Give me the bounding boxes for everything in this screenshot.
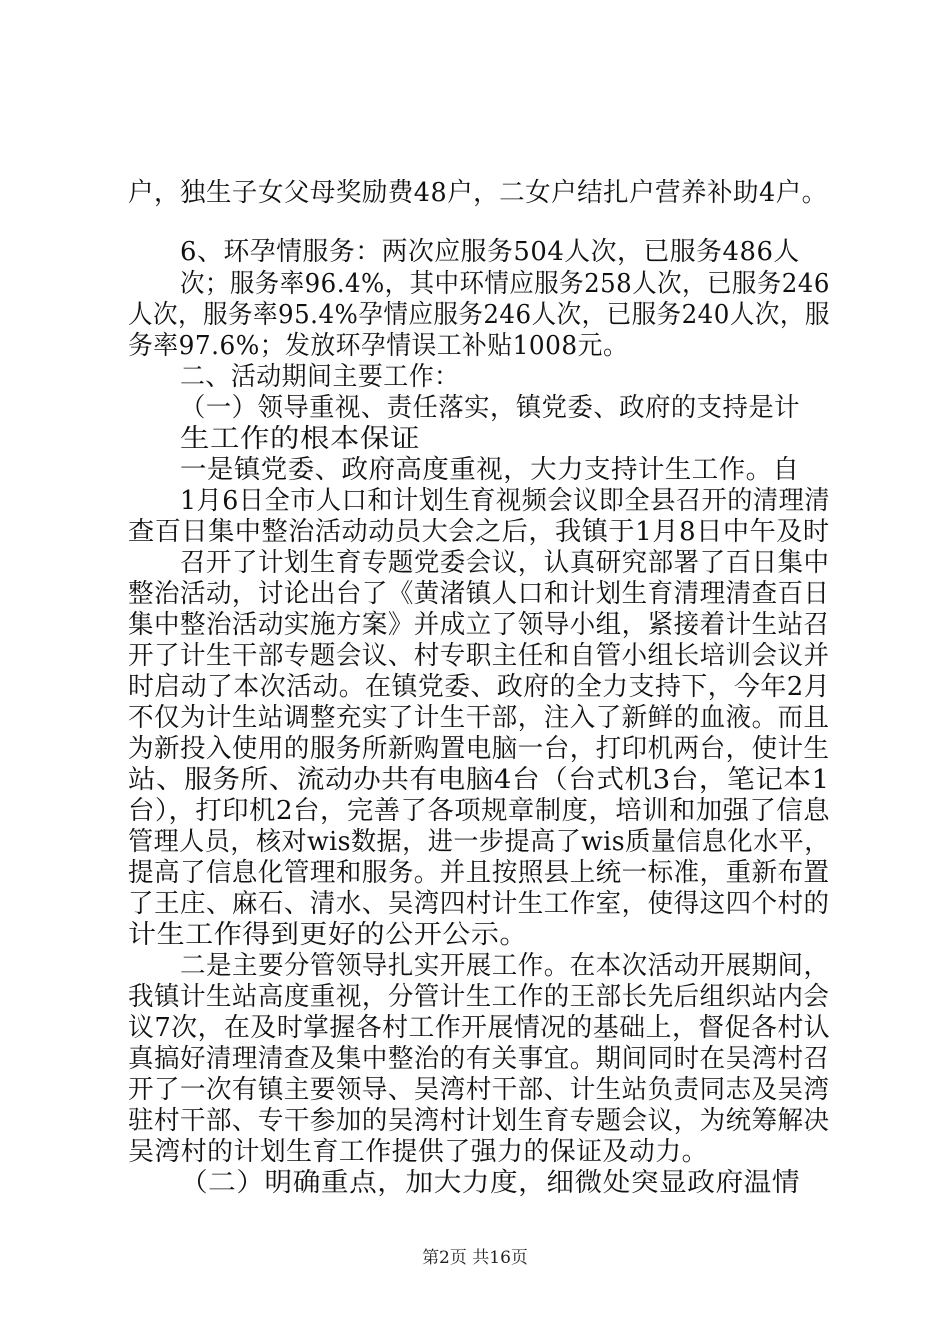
text-line: 了王庄、麻石、清水、吴湾四村计生工作室，使得这四个村的 (128, 889, 830, 919)
text-line: 驻村干部、专干参加的吴湾村计划生育专题会议，为统筹解决 (128, 1106, 830, 1136)
subsection-heading: 生工作的根本保证 (180, 424, 421, 454)
text-line: 召开了计划生育专题党委会议，认真研究部署了百日集中 (180, 548, 830, 578)
text-line: 集中整治活动实施方案》并成立了领导小组，紧接着计生站召 (128, 610, 830, 640)
text-line: 次；服务率96.4%，其中环情应服务258人次，已服务246 (180, 269, 830, 299)
text-line: 整治活动，讨论出台了《黄渚镇人口和计划生育清理清查百日 (128, 579, 830, 609)
text-line: 提高了信息化管理和服务。并且按照县上统一标准，重新布置 (128, 858, 830, 888)
text-line: 开了计生干部专题会议、村专职主任和自管小组长培训会议并 (128, 641, 830, 671)
text-line: 吴湾村的计划生育工作提供了强力的保证及动力。 (128, 1137, 709, 1167)
text-line: 我镇计生站高度重视，分管计生工作的王部长先后组织站内会 (128, 982, 830, 1012)
text-line: 管理人员，核对wis数据，进一步提高了wis质量信息化水平， (128, 827, 830, 857)
text-line: 不仅为计生站调整充实了计生干部，注入了新鲜的血液。而且 (128, 703, 830, 733)
page-footer: 第2页 共16页 (422, 1248, 528, 1268)
text-line: 务率97.6%；发放环孕情误工补贴1008元。 (128, 331, 629, 361)
text-line: 人次，服务率95.4%孕情应服务246人次，已服务240人次，服 (128, 300, 830, 330)
subsection-heading: （二）明确重点，加大力度，细微处突显政府温情 (180, 1168, 801, 1198)
text-line: 户，独生子女父母奖励费48户，二女户结扎户营养补助4户。 (128, 178, 828, 208)
text-line: 一是镇党委、政府高度重视，大力支持计生工作。自 (180, 455, 800, 485)
text-line: 6、环孕情服务：两次应服务504人次，已服务486人 (180, 237, 800, 267)
section-heading: 二、活动期间主要工作： (180, 362, 460, 392)
text-line: 台），打印机2台，完善了各项规章制度，培训和加强了信息 (128, 796, 831, 826)
text-line: 开了一次有镇主要领导、吴湾村干部、计生站负责同志及吴湾 (128, 1075, 830, 1105)
text-line: 查百日集中整治活动动员大会之后，我镇于1月8日中午及时 (128, 517, 830, 547)
text-line: 时启动了本次活动。在镇党委、政府的全力支持下，今年2月 (128, 672, 831, 702)
text-line: 为新投入使用的服务所新购置电脑一台，打印机两台，使计生 (128, 734, 830, 764)
text-line: 真搞好清理清查及集中整治的有关事宜。期间同时在吴湾村召 (128, 1044, 830, 1074)
subsection-heading: （一）领导重视、责任落实，镇党委、政府的支持是计 (180, 393, 801, 423)
text-line: 站、服务所、流动办共有电脑4台（台式机3台，笔记本1 (128, 765, 830, 795)
text-line: 计生工作得到更好的公开公示。 (128, 920, 529, 950)
text-line: 1月6日全市人口和计划生育视频会议即全县召开的清理清 (180, 486, 831, 516)
text-line: 二是主要分管领导扎实开展工作。在本次活动开展期间， (180, 951, 830, 981)
text-line: 议7次，在及时掌握各村工作开展情况的基础上，督促各村认 (128, 1013, 831, 1043)
